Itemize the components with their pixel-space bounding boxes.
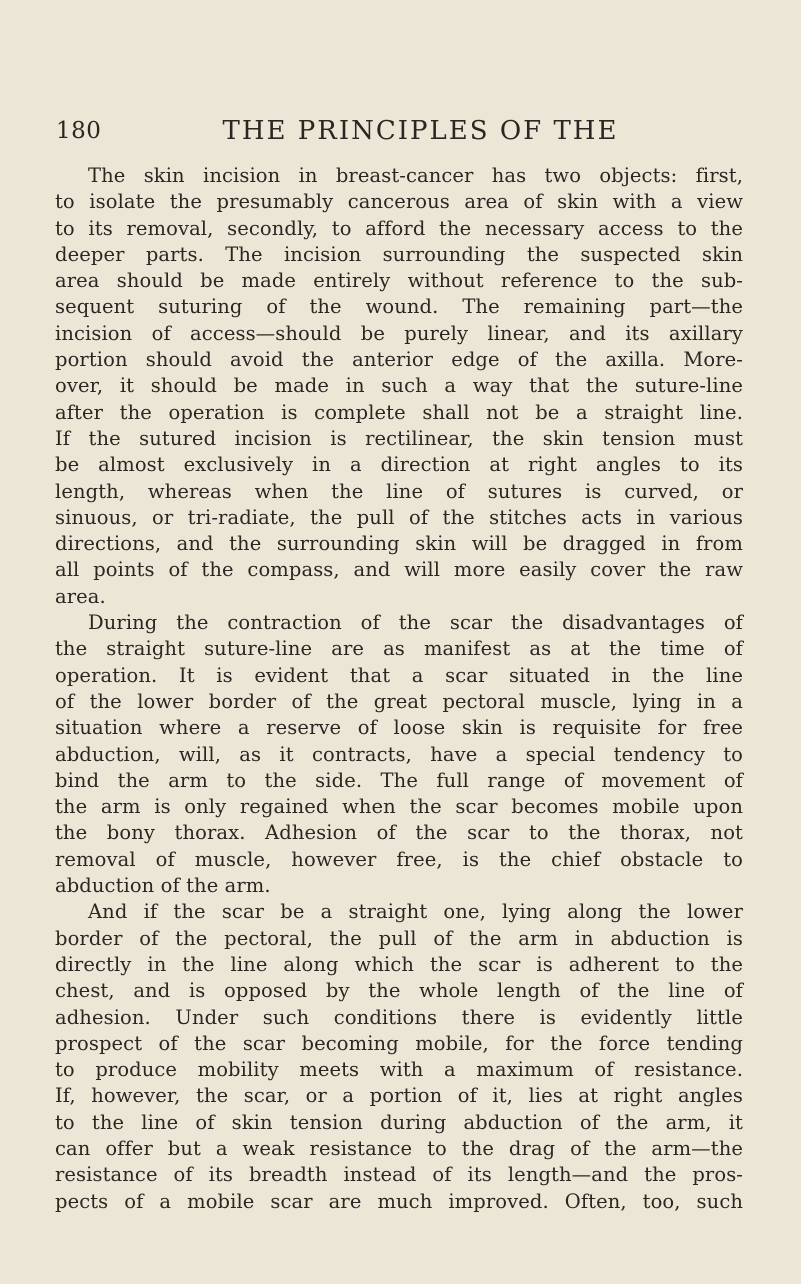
text-line: all points of the compass, and will more easily cover the raw xyxy=(55,558,743,582)
text-line: bind the arm to the side. The full range of movement of xyxy=(55,768,743,792)
text-line: resistance of its breadth instead of its length—and the pros- xyxy=(55,1163,743,1187)
text-line: to the line of skin tension during abduction of the arm, it xyxy=(55,1110,743,1134)
text-line: to isolate the presumably cancerous area of skin with a view xyxy=(55,190,743,214)
page-number: 180 xyxy=(56,118,102,144)
text-line: area should be made entirely without reference to the sub- xyxy=(55,269,743,293)
text-line: removal of muscle, however free, is the chief obstacle to xyxy=(55,847,743,871)
text-line: over, it should be made in such a way that the suture-line xyxy=(55,374,743,398)
text-line: sequent suturing of the wound. The remaining part—the xyxy=(55,295,743,319)
body-text xyxy=(55,163,743,1215)
text-line: the arm is only regained when the scar becomes mobile upon xyxy=(55,795,743,819)
paragraph-1 xyxy=(55,163,743,610)
text-line: to its removal, secondly, to afford the necessary access to the xyxy=(55,216,743,240)
text-line: portion should avoid the anterior edge of the axilla. More- xyxy=(55,348,743,372)
text-line: to produce mobility meets with a maximum of resistance. xyxy=(55,1058,743,1082)
text-line: area. xyxy=(55,584,106,608)
text-line: border of the pectoral, the pull of the arm in abduction is xyxy=(55,926,743,950)
text-line: If the sutured incision is rectilinear, the skin tension must xyxy=(55,426,743,450)
text-line: can offer but a weak resistance to the drag of the arm—the xyxy=(55,1136,743,1160)
text-line: deeper parts. The incision surrounding the suspected skin xyxy=(55,242,743,266)
text-line: prospect of the scar becoming mobile, for the force tending xyxy=(55,1031,743,1055)
paragraph-2 xyxy=(55,610,743,899)
text-line: pects of a mobile scar are much improved. Often, too, such xyxy=(55,1189,743,1213)
text-line: incision of access—should be purely linear, and its axillary xyxy=(55,321,743,345)
text-line: The skin incision in breast-cancer has two objects: first, xyxy=(88,164,743,187)
text-line: the straight suture-line are as manifest as at the time of xyxy=(55,637,743,661)
text-line: directly in the line along which the scar is adherent to the xyxy=(55,952,743,976)
running-head: THE PRINCIPLES OF THE xyxy=(222,116,619,146)
text-line: adhesion. Under such conditions there is evidently little xyxy=(55,1005,743,1029)
paragraph-3 xyxy=(55,899,743,1215)
text-line: of the lower border of the great pectoral muscle, lying in a xyxy=(55,689,743,713)
text-line: after the operation is complete shall not be a straight line. xyxy=(55,400,743,424)
text-line: the bony thorax. Adhesion of the scar to the thorax, not xyxy=(55,821,743,845)
text-line: operation. It is evident that a scar situated in the line xyxy=(55,663,743,687)
text-line: And if the scar be a straight one, lying along the lower xyxy=(88,900,743,924)
text-line: If, however, the scar, or a portion of it, lies at right angles xyxy=(55,1084,743,1108)
text-line: abduction, will, as it contracts, have a special tendency to xyxy=(55,742,743,766)
text-line: situation where a reserve of loose skin is requisite for free xyxy=(55,716,743,740)
text-line: chest, and is opposed by the whole length of the line of xyxy=(55,979,743,1003)
text-line: abduction of the arm. xyxy=(55,874,271,898)
text-line: sinuous, or tri-radiate, the pull of the stitches acts in various xyxy=(55,505,743,529)
text-line: length, whereas when the line of sutures is curved, or xyxy=(55,479,743,503)
text-line: directions, and the surrounding skin will be dragged in from xyxy=(55,532,743,556)
text-line: During the contraction of the scar the disadvantages of xyxy=(88,611,743,635)
page-header xyxy=(0,112,801,152)
text-line: be almost exclusively in a direction at right angles to its xyxy=(55,453,743,477)
